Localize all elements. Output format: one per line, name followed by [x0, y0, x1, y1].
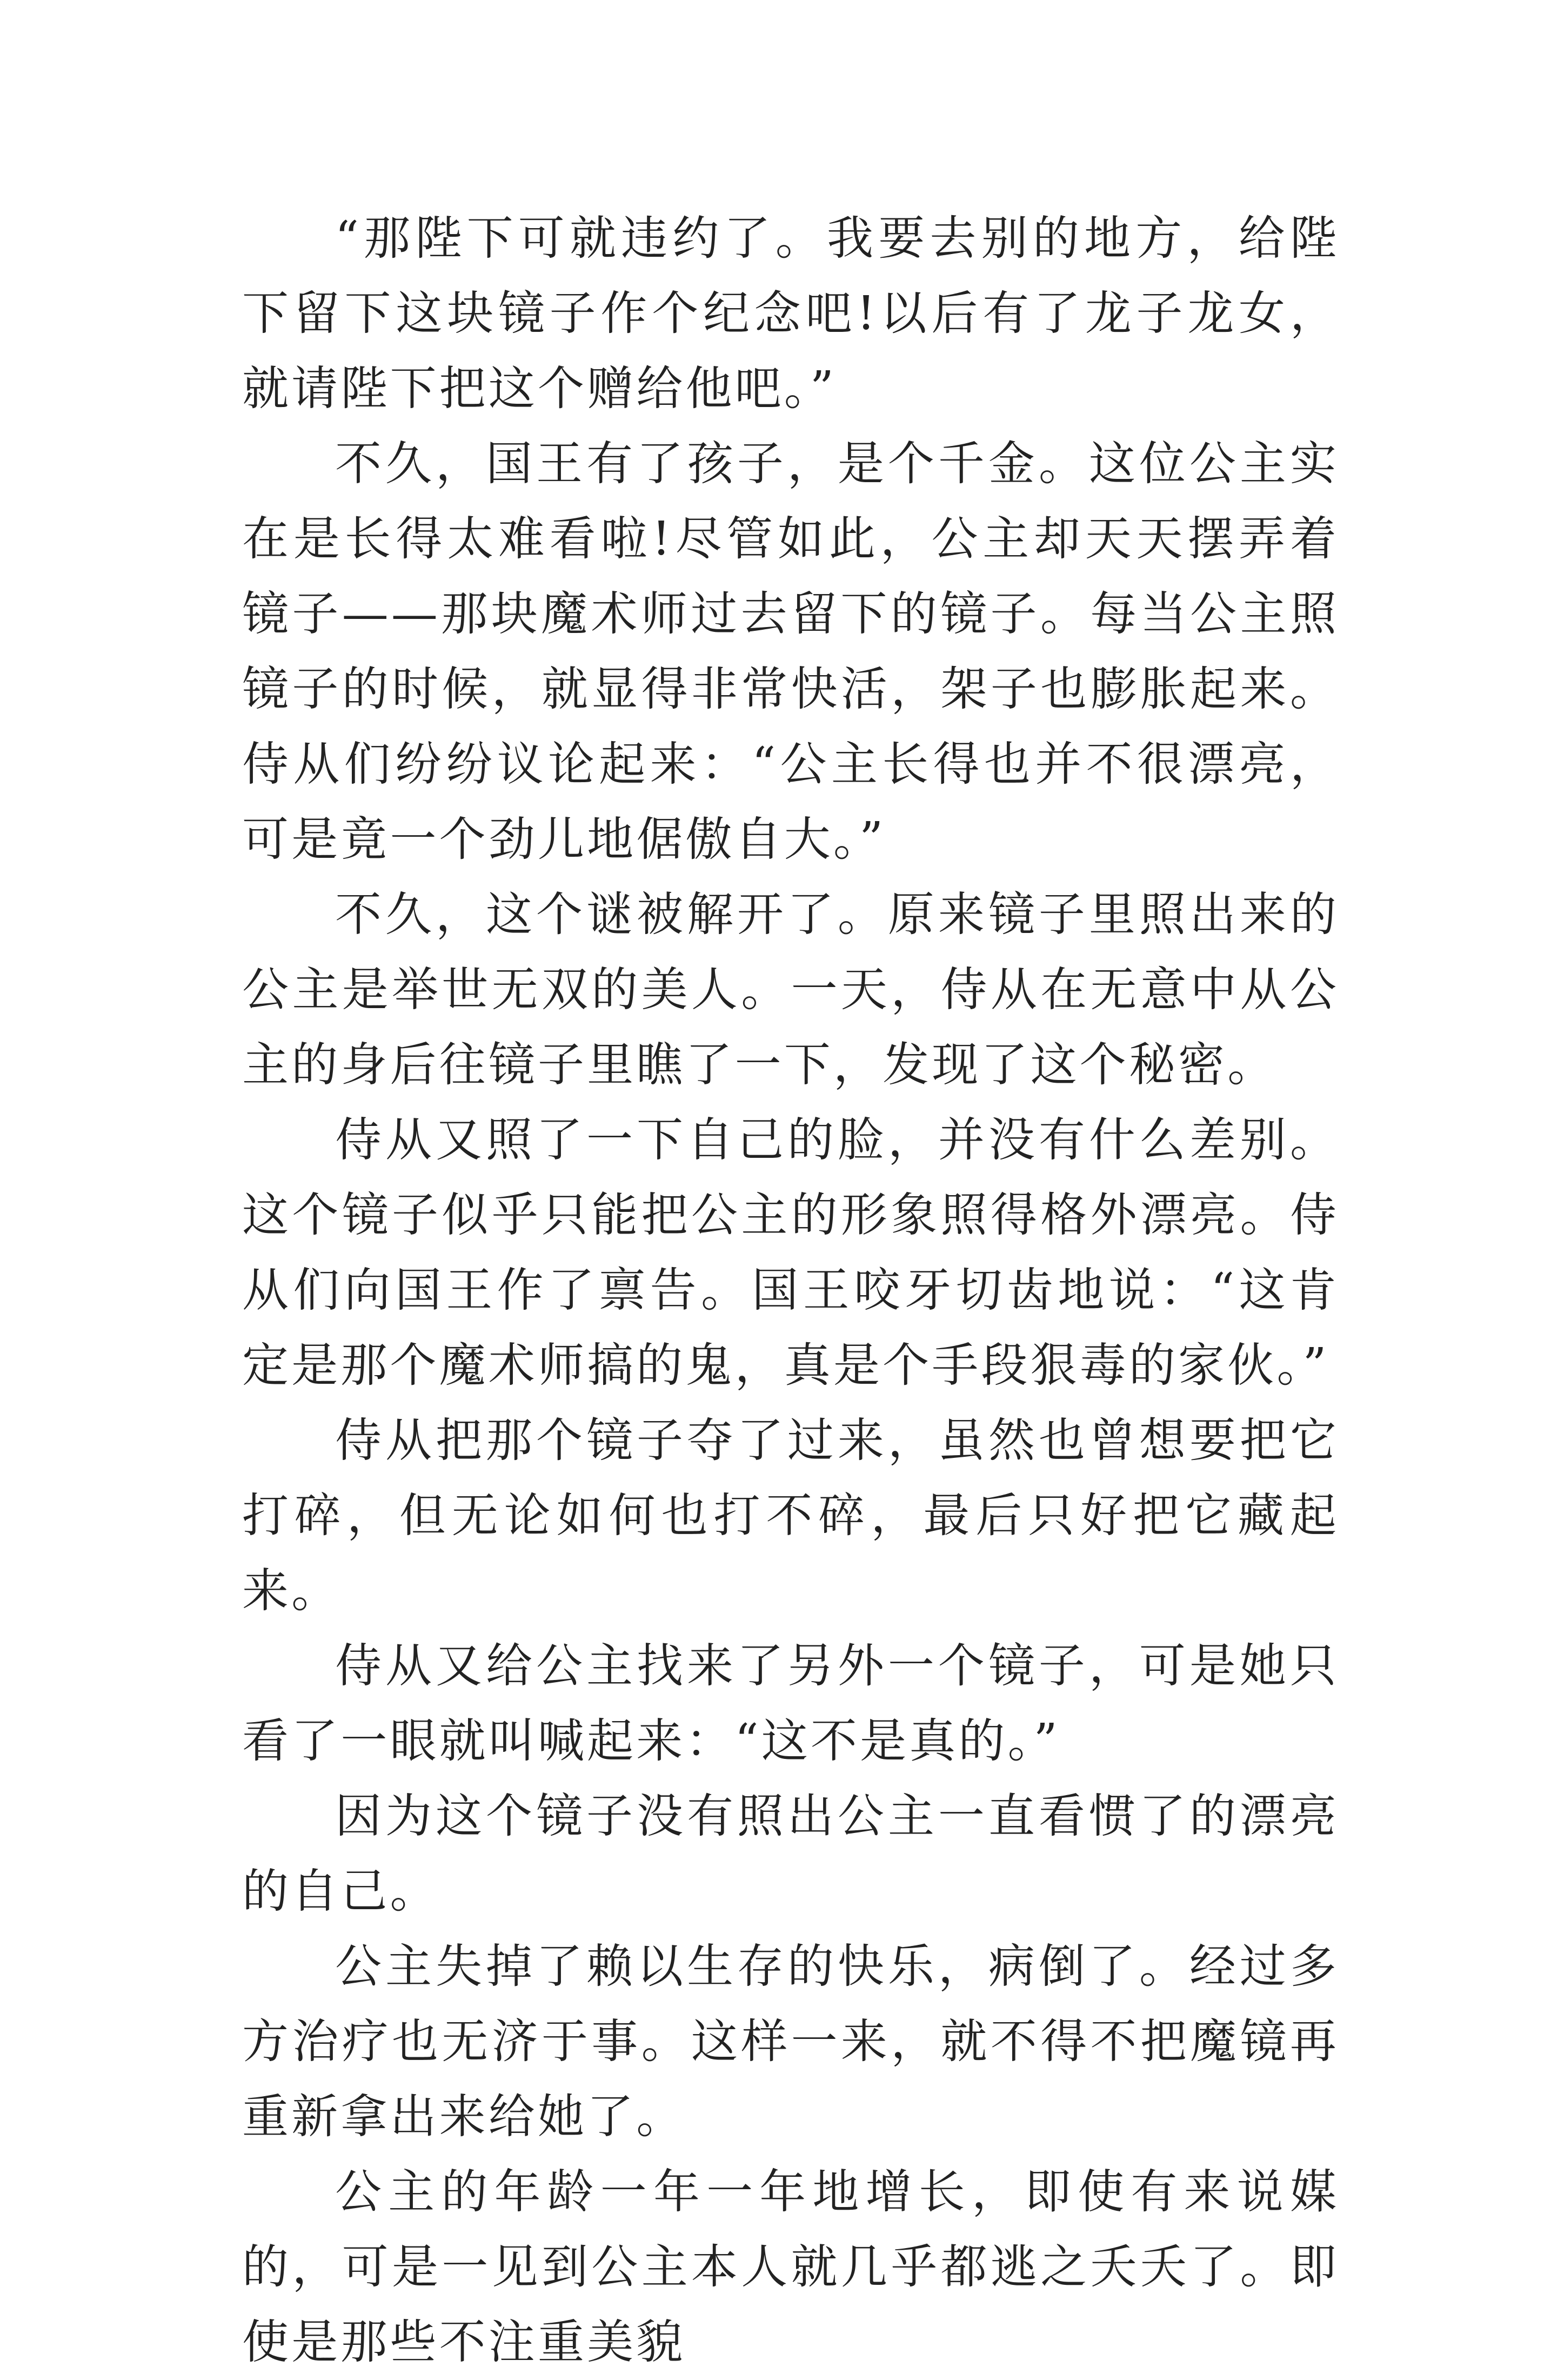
- paragraph: 不久，国王有了孩子，是个千金。这位公主实在是长得太难看啦!尽管如此，公主却天天摆弄着镜子——那块魔术师过去留下的镜子。每当公主照镜子的时候，就显得非常快活，架子也膨胀起来。侍从们纷纷议论起来：“公主长得也并不很漂亮，可是竟一个劲儿地倨傲自大。”: [242, 437, 1339, 866]
- paragraph: 公主的年龄一年一年地增长，即使有来说媒的，可是一见到公主本人就几乎都逃之夭夭了。即使是那些不注重美貌: [242, 2165, 1339, 2369]
- paragraph: 因为这个镜子没有照出公主一直看惯了的漂亮的自己。: [242, 1789, 1339, 1918]
- paragraph: 侍从又给公主找来了另外一个镜子，可是她只看了一眼就叫喊起来：“这不是真的。”: [242, 1639, 1339, 1768]
- body-text: [242, 201, 1339, 2380]
- paragraph: “那陛下可就违约了。我要去别的地方，给陛下留下这块镜子作个纪念吧!以后有了龙子龙女，就请陛下把这个赠给他吧。”: [242, 211, 1339, 416]
- paragraph: 公主失掉了赖以生存的快乐，病倒了。经过多方治疗也无济于事。这样一来，就不得不把魔镜再重新拿出来给她了。: [242, 1939, 1339, 2144]
- paragraph: 侍从又照了一下自己的脸，并没有什么差别。这个镜子似乎只能把公主的形象照得格外漂亮。侍从们向国王作了禀告。国王咬牙切齿地说：“这肯定是那个魔术师搞的鬼，真是个手段狠毒的家伙。”: [242, 1113, 1339, 1392]
- paragraph: 不久，这个谜被解开了。原来镜子里照出来的公主是举世无双的美人。一天，侍从在无意中从公主的身后往镜子里瞧了一下，发现了这个秘密。: [242, 888, 1339, 1092]
- paragraph: 侍从把那个镜子夺了过来，虽然也曾想要把它打碎，但无论如何也打不碎，最后只好把它藏起来。: [242, 1414, 1339, 1618]
